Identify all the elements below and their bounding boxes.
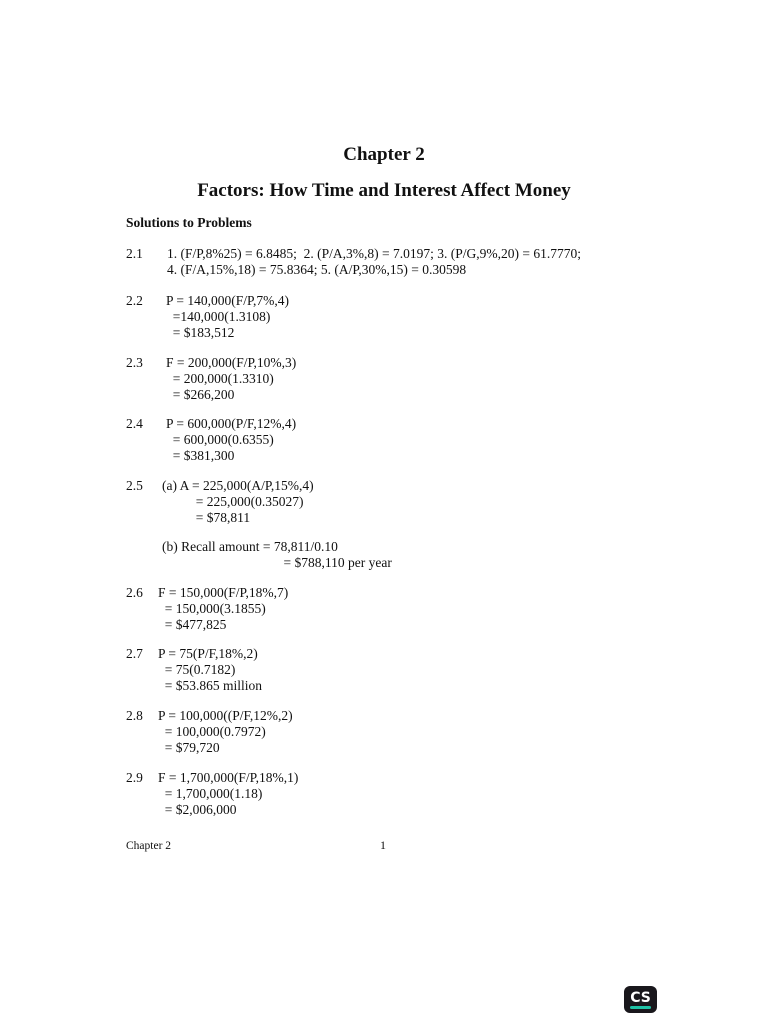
problem-2-4	[126, 416, 296, 464]
problem-line: F = 1,700,000(F/P,18%,1)	[158, 770, 299, 785]
problem-line: = 600,000(0.6355)	[166, 432, 274, 447]
problem-line: = $266,200	[166, 387, 235, 402]
problem-line: (b) Recall amount = 78,811/0.10	[162, 539, 338, 554]
problem-line: = $788,110 per year	[162, 555, 392, 570]
badge-accent-bar	[630, 1006, 651, 1009]
problem-number: 2.2	[126, 293, 143, 308]
problem-line: = 1,700,000(1.18)	[158, 786, 263, 801]
problem-line: P = 75(P/F,18%,2)	[158, 646, 258, 661]
problem-line: = $2,006,000	[158, 802, 237, 817]
problem-line: F = 150,000(F/P,18%,7)	[158, 585, 289, 600]
problem-number: 2.7	[126, 646, 143, 661]
problem-line: = $79,720	[158, 740, 220, 755]
problem-line: P = 140,000(F/P,7%,4)	[166, 293, 290, 308]
problem-2-7	[126, 646, 262, 694]
problem-line: F = 200,000(F/P,10%,3)	[166, 355, 297, 370]
footer-page-number: 1	[380, 838, 386, 852]
problem-line: = 75(0.7182)	[158, 662, 236, 677]
problem-number: 2.9	[126, 770, 143, 785]
footer-chapter-label: Chapter 2	[126, 840, 172, 852]
problem-line: 4. (F/A,15%,18) = 75.8364; 5. (A/P,30%,15) = 0.30598	[167, 262, 467, 277]
problem-2-3	[126, 355, 296, 403]
problem-line: = 100,000(0.7972)	[158, 724, 266, 739]
problem-line: = 150,000(3.1855)	[158, 601, 266, 616]
problem-2-5	[126, 478, 314, 526]
problem-2-9	[126, 770, 298, 818]
problem-line: = $183,512	[166, 325, 235, 340]
section-heading: Solutions to Problems	[126, 215, 252, 230]
badge-label: CS	[630, 990, 651, 1006]
problem-number: 2.3	[126, 355, 143, 370]
problem-number: 2.5	[126, 478, 143, 493]
problem-number: 2.4	[126, 416, 143, 431]
problem-number: 2.6	[126, 585, 143, 600]
problem-line: = $53.865 million	[158, 678, 262, 693]
problem-number: 2.1	[126, 246, 143, 261]
problem-line: = $78,811	[162, 510, 251, 525]
problem-line: 1. (F/P,8%25) = 6.8485; 2. (P/A,3%,8) = 7.0197; 3. (P/G,9%,20) = 61.7770;	[167, 246, 581, 261]
problem-line: = $477,825	[158, 617, 227, 632]
problem-number: 2.8	[126, 708, 143, 723]
problem-line: =140,000(1.3108)	[166, 309, 271, 324]
problem-2-2	[126, 293, 289, 341]
problem-line: (a) A = 225,000(A/P,15%,4)	[162, 478, 314, 493]
problem-line: = 225,000(0.35027)	[162, 494, 304, 509]
problem-2-6	[126, 585, 288, 633]
camscanner-logo-icon	[624, 986, 657, 1013]
chapter-title: Chapter 2	[343, 144, 425, 165]
chapter-subtitle: Factors: How Time and Interest Affect Money	[197, 180, 571, 201]
problem-2-1	[126, 246, 581, 278]
problem-line: P = 100,000((P/F,12%,2)	[158, 708, 293, 723]
problem-line: = $381,300	[166, 448, 235, 463]
problem-line: = 200,000(1.3310)	[166, 371, 274, 386]
problem-2-8	[126, 708, 293, 756]
problem-line: P = 600,000(P/F,12%,4)	[166, 416, 297, 431]
problem-2-5-b	[126, 539, 392, 571]
